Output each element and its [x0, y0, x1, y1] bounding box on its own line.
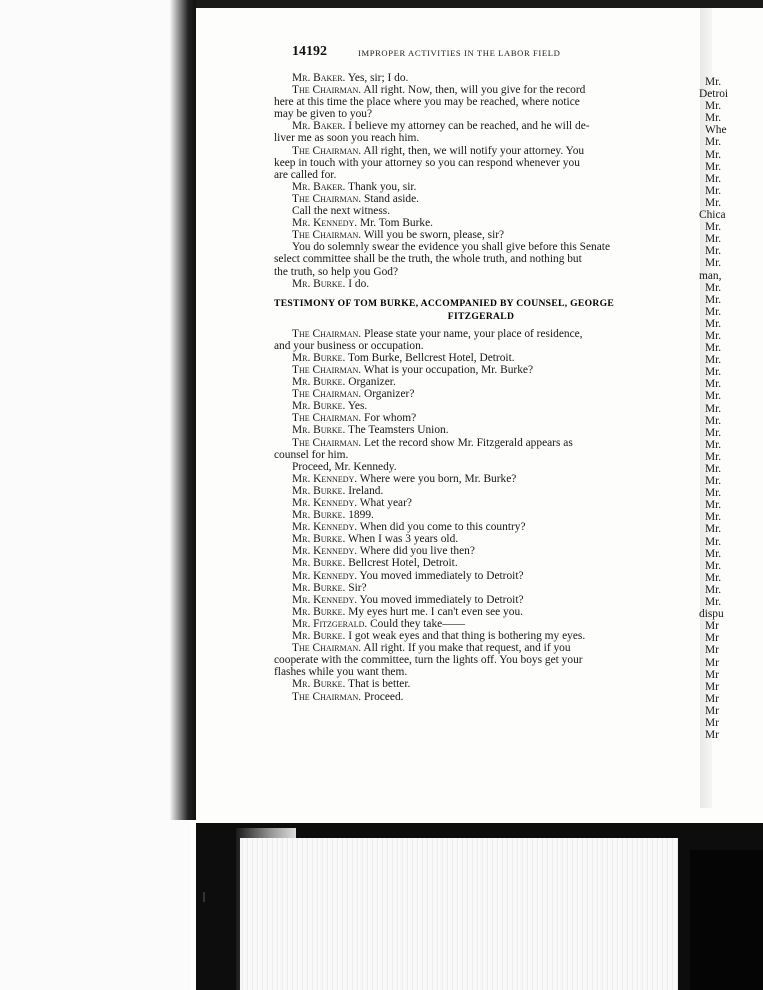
speaker-name: The Chairman. [292, 144, 362, 157]
speaker-name: Mr. Burke. [292, 424, 346, 437]
transcript-line [274, 485, 688, 497]
speaker-name: Mr. Kennedy. [292, 472, 358, 485]
adjacent-line-fragment: Mr [705, 716, 719, 729]
transcript-line [274, 582, 688, 594]
transcript-line [274, 72, 688, 84]
line-text: Could they take—— [367, 617, 465, 630]
transcript-line [274, 606, 688, 618]
line-text: All right, then, we will notify your attorney. You [361, 144, 585, 157]
page-header [292, 44, 622, 64]
speaker-name: Mr. Burke. [292, 581, 346, 594]
transcript-line [274, 229, 688, 241]
adjacent-line-fragment: Mr [705, 704, 719, 717]
adjacent-line-fragment: Mr. [705, 571, 722, 584]
transcript-line [274, 521, 688, 533]
transcript-line [274, 497, 688, 509]
transcript-line [274, 278, 688, 290]
adjacent-line-fragment: Mr. [705, 233, 722, 246]
transcript-line [274, 424, 688, 436]
transcript-line [274, 96, 688, 108]
speaker-name: Mr. Kennedy. [292, 569, 358, 582]
transcript-line [274, 241, 688, 253]
line-text: the truth, so help you God? [274, 265, 399, 278]
adjacent-line-fragment: Mr. [705, 583, 722, 596]
line-text: Ireland. [345, 484, 384, 497]
adjacent-line-fragment: Mr [705, 656, 719, 669]
adjacent-line-fragment: Detroi [699, 88, 729, 101]
adjacent-line-fragment: Mr. [705, 293, 722, 306]
adjacent-line-fragment: Mr. [705, 160, 722, 173]
line-text: cooperate with the committee, turn the lights off. You boys get your [274, 654, 583, 667]
adjacent-line-fragment: Mr [705, 644, 719, 657]
adjacent-line-fragment: Mr. [705, 487, 722, 500]
transcript-line [274, 217, 688, 229]
transcript-line [274, 157, 688, 169]
transcript-line [274, 654, 688, 666]
transcript-line [274, 253, 688, 265]
adjacent-line-fragment: Mr. [705, 450, 722, 463]
adjacent-line-fragment: Mr. [705, 317, 722, 330]
adjacent-line-fragment: Mr. [705, 475, 722, 488]
adjacent-line-fragment: Mr. [705, 257, 722, 270]
page-edges-stack [240, 838, 678, 990]
adjacent-line-fragment: Mr. [705, 172, 722, 185]
speaker-name: Mr. Burke. [292, 630, 346, 643]
adjacent-line-fragment: Mr. [705, 329, 722, 342]
line-text: may be given to you? [274, 108, 373, 121]
speaker-name: Mr. Baker. [292, 120, 346, 133]
transcript-line [274, 376, 688, 388]
speaker-name: The Chairman. [292, 192, 362, 205]
line-text: All right. Now, then, will you give for the record [361, 84, 586, 97]
adjacent-line-fragment: Mr. [705, 378, 722, 391]
adjacent-line-fragment: Mr. [705, 402, 722, 415]
transcript-line [274, 461, 688, 473]
line-text: Where were you born, Mr. Burke? [357, 472, 517, 485]
line-text: flashes while you want them. [274, 666, 408, 679]
transcript-line [274, 618, 688, 630]
speaker-name: Mr. Burke. [292, 557, 346, 570]
line-text: Yes, sir; I do. [345, 72, 409, 84]
line-text: Call the next witness. [292, 205, 391, 218]
transcript-line [274, 84, 688, 96]
speaker-name: Mr. Kennedy. [292, 521, 358, 534]
line-text: When I was 3 years old. [345, 533, 459, 546]
line-text: Thank you, sir. [345, 180, 417, 193]
adjacent-line-fragment: Mr. [705, 354, 722, 367]
speaker-name: Mr. Burke. [292, 533, 346, 546]
line-text: Please state your name, your place of residence, [361, 327, 583, 340]
speaker-name: The Chairman. [292, 327, 362, 340]
adjacent-line-fragment: Mr. [705, 136, 722, 149]
speaker-name: Mr. Fitzgerald. [292, 617, 368, 630]
transcript-line [274, 266, 688, 278]
adjacent-line-fragment: Chica [699, 209, 726, 222]
speaker-name: The Chairman. [292, 412, 362, 425]
speaker-name: Mr. Burke. [292, 351, 346, 364]
transcript-line [274, 352, 688, 364]
adjacent-line-fragment: Mr [705, 680, 719, 693]
line-text: For whom? [361, 412, 417, 425]
adjacent-line-fragment: Mr [705, 620, 719, 633]
adjacent-line-fragment: Mr. [705, 245, 722, 258]
transcript-line [274, 108, 688, 120]
line-text: What year? [357, 497, 412, 509]
adjacent-line-fragment: Mr. [705, 523, 722, 536]
transcript-line [274, 594, 688, 606]
speaker-name: Mr. Burke. [292, 400, 346, 413]
transcript-line [274, 557, 688, 569]
line-text: Will you be sworn, please, sir? [361, 229, 505, 242]
adjacent-line-fragment: Mr. [705, 342, 722, 355]
transcript-line [274, 364, 688, 376]
line-text: Let the record show Mr. Fitzgerald appears as [361, 436, 573, 449]
transcript-line [274, 509, 688, 521]
transcript-body [274, 72, 688, 703]
scan-corner-dark [690, 850, 763, 990]
line-text: Mr. Tom Burke. [357, 217, 434, 230]
transcript-line [274, 145, 688, 157]
transcript-line [274, 533, 688, 545]
adjacent-line-fragment: Mr. [705, 305, 722, 318]
speaker-name: Mr. Burke. [292, 277, 346, 290]
transcript-line [274, 570, 688, 582]
adjacent-line-fragment: Mr. [705, 184, 722, 197]
speaker-name: Mr. Baker. [292, 180, 346, 193]
speaker-name: The Chairman. [292, 436, 362, 449]
adjacent-line-fragment: Mr. [705, 547, 722, 560]
speaker-name: Mr. Baker. [292, 72, 346, 84]
adjacent-line-fragment: Mr. [705, 112, 722, 125]
line-text: Sir? [345, 581, 367, 594]
line-text: I got weak eyes and that thing is bothering my eyes. [345, 630, 586, 643]
transcript-line [274, 449, 688, 461]
speaker-name: The Chairman. [292, 690, 362, 703]
adjacent-line-fragment: Mr. [705, 100, 722, 113]
scan-mark [203, 892, 205, 902]
transcript-line [274, 630, 688, 642]
page-number: 14192 [292, 44, 327, 59]
adjacent-line-fragment: Mr. [705, 499, 722, 512]
transcript-line [274, 666, 688, 678]
transcript-bottom [274, 328, 688, 703]
adjacent-line-fragment: Mr. [705, 281, 722, 294]
adjacent-line-fragment: Whe [705, 124, 727, 137]
line-text: You moved immediately to Detroit? [357, 569, 524, 582]
binding-shadow [170, 0, 196, 820]
line-text: Where did you live then? [357, 545, 475, 558]
transcript-line [274, 132, 688, 144]
transcript-line [274, 642, 688, 654]
line-text: Stand aside. [361, 192, 420, 205]
line-text: Organizer. [345, 376, 396, 389]
adjacent-line-fragment: Mr. [705, 221, 722, 234]
adjacent-line-fragment: Mr [705, 729, 719, 742]
transcript-line [274, 181, 688, 193]
speaker-name: The Chairman. [292, 229, 362, 242]
line-text: What is your occupation, Mr. Burke? [361, 363, 534, 376]
speaker-name: Mr. Burke. [292, 678, 346, 691]
speaker-name: Mr. Kennedy. [292, 545, 358, 558]
transcript-line [274, 412, 688, 424]
line-text: here at this time the place where you may be reached, where notice [274, 96, 580, 109]
adjacent-line-fragment: Mr. [705, 390, 722, 403]
line-text: select committee shall be the truth, the whole truth, and nothing but [274, 253, 582, 266]
adjacent-line-fragment: Mr. [705, 148, 722, 161]
speaker-name: Mr. Burke. [292, 605, 346, 618]
adjacent-line-fragment: Mr. [705, 196, 722, 209]
speaker-name: Mr. Kennedy. [292, 497, 358, 509]
adjacent-line-fragment: Mr. [705, 366, 722, 379]
adjacent-line-fragment: man, [699, 269, 722, 282]
transcript-line [274, 388, 688, 400]
speaker-name: Mr. Burke. [292, 376, 346, 389]
adjacent-line-fragment: Mr. [705, 559, 722, 572]
section-heading-continued: FITZGERALD [447, 310, 515, 322]
speaker-name: The Chairman. [292, 84, 362, 97]
transcript-line [274, 437, 688, 449]
adjacent-line-fragment: Mr [705, 668, 719, 681]
adjacent-line-fragment: Mr [705, 632, 719, 645]
speaker-name: The Chairman. [292, 642, 362, 655]
line-text: Proceed. [361, 690, 404, 703]
speaker-name: Mr. Kennedy. [292, 217, 358, 230]
adjacent-line-fragment: Mr. [705, 511, 722, 524]
speaker-name: Mr. Burke. [292, 509, 346, 522]
adjacent-line-fragment: Mr. [705, 426, 722, 439]
adjacent-line-fragment: dispu [699, 608, 724, 621]
adjacent-line-fragment: Mr [705, 692, 719, 705]
adjacent-line-fragment: Mr. [705, 535, 722, 548]
line-text: counsel for him. [274, 448, 349, 461]
adjacent-line-fragment: Mr. [705, 463, 722, 475]
transcript-line [274, 678, 688, 690]
section-heading: TESTIMONY OF TOM BURKE, ACCOMPANIED BY COUNSEL, GEORGE [274, 297, 615, 309]
adjacent-line-fragment: Mr. [705, 76, 722, 88]
transcript-line [274, 169, 688, 181]
line-text: You moved immediately to Detroit? [357, 593, 524, 606]
adjacent-line-fragment: Mr. [705, 438, 722, 451]
transcript-line [274, 473, 688, 485]
line-text: You do solemnly swear the evidence you shall give before this Senate [292, 241, 611, 254]
transcript-line [274, 193, 688, 205]
transcript-line [274, 400, 688, 412]
running-title: IMPROPER ACTIVITIES IN THE LABOR FIELD [358, 48, 561, 58]
line-text: I do. [345, 277, 370, 290]
speaker-name: Mr. Kennedy. [292, 593, 358, 606]
line-text: I believe my attorney can be reached, and he will de- [345, 120, 590, 133]
line-text: are called for. [274, 168, 337, 181]
line-text: Tom Burke, Bellcrest Hotel, Detroit. [345, 351, 515, 364]
adjacent-line-fragment: Mr. [705, 596, 722, 609]
line-text: Organizer? [361, 388, 415, 401]
line-text: 1899. [345, 509, 374, 522]
line-text: keep in touch with your attorney so you can respond whenever you [274, 156, 580, 169]
adjacent-page-column [699, 76, 763, 742]
line-text: Yes. [345, 400, 368, 413]
left-margin [0, 0, 190, 990]
line-text: All right. If you make that request, and if you [361, 642, 571, 655]
transcript-line [274, 691, 688, 703]
line-text: When did you come to this country? [357, 521, 526, 534]
line-text: The Teamsters Union. [345, 424, 449, 437]
speaker-name: Mr. Burke. [292, 484, 346, 497]
line-text: liver me as soon you reach him. [274, 132, 420, 145]
transcript-line [274, 205, 688, 217]
line-text: My eyes hurt me. I can't even see you. [345, 605, 523, 618]
speaker-name: The Chairman. [292, 388, 362, 401]
line-text: and your business or occupation. [274, 339, 424, 352]
line-text: That is better. [345, 678, 411, 691]
transcript-line [274, 120, 688, 132]
transcript-line [274, 545, 688, 557]
speaker-name: The Chairman. [292, 363, 362, 376]
transcript-top [274, 72, 688, 290]
transcript-line [274, 328, 688, 340]
line-text: Bellcrest Hotel, Detroit. [345, 557, 458, 570]
adjacent-line-fragment: Mr. [705, 414, 722, 427]
transcript-line [274, 340, 688, 352]
line-text: Proceed, Mr. Kennedy. [292, 460, 397, 473]
